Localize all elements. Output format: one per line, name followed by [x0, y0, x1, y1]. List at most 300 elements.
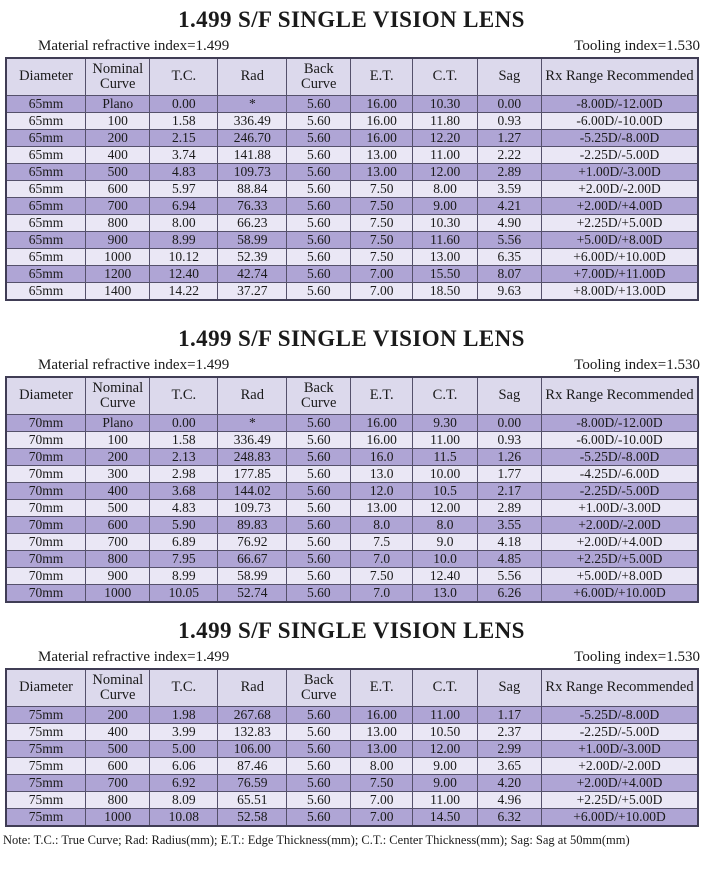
column-header: Sag — [477, 377, 541, 415]
table-body — [6, 707, 698, 827]
table-row — [6, 707, 698, 724]
table-cell: 88.84 — [218, 181, 287, 198]
table-cell: 7.00 — [351, 283, 413, 301]
table-cell: 1400 — [86, 283, 150, 301]
table-cell: 1.58 — [150, 113, 218, 130]
column-header: T.C. — [150, 669, 218, 707]
table-cell: 58.99 — [218, 568, 287, 585]
table-cell: 6.89 — [150, 534, 218, 551]
table-cell: Plano — [86, 96, 150, 113]
table-cell: 0.00 — [477, 415, 541, 432]
table-row — [6, 232, 698, 249]
table-cell: 13.00 — [351, 741, 413, 758]
table-cell: 4.83 — [150, 164, 218, 181]
table-cell: 900 — [86, 568, 150, 585]
table-cell: 177.85 — [218, 466, 287, 483]
table-cell: 70mm — [6, 483, 86, 500]
table-cell: 2.17 — [477, 483, 541, 500]
table-cell: 10.05 — [150, 585, 218, 603]
table-cell: 4.21 — [477, 198, 541, 215]
table-cell: +6.00D/+10.00D — [542, 809, 698, 827]
table-cell: 246.70 — [218, 130, 287, 147]
table-cell: 141.88 — [218, 147, 287, 164]
table-cell: 75mm — [6, 758, 86, 775]
table-cell: 100 — [86, 113, 150, 130]
table-cell: 89.83 — [218, 517, 287, 534]
column-header: Sag — [477, 669, 541, 707]
table-cell: 13.0 — [351, 466, 413, 483]
table-cell: 2.22 — [477, 147, 541, 164]
table-cell: 3.99 — [150, 724, 218, 741]
table-cell: 10.08 — [150, 809, 218, 827]
table-cell: 65mm — [6, 96, 86, 113]
table-cell: 8.0 — [351, 517, 413, 534]
table-row — [6, 249, 698, 266]
table-cell: 65mm — [6, 164, 86, 181]
table-cell: 76.59 — [218, 775, 287, 792]
table-cell: 700 — [86, 534, 150, 551]
table-cell: 8.99 — [150, 232, 218, 249]
table-cell: 66.23 — [218, 215, 287, 232]
table-cell: 1.27 — [477, 130, 541, 147]
table-cell: 4.83 — [150, 500, 218, 517]
table-row — [6, 724, 698, 741]
table-cell: 5.60 — [287, 283, 351, 301]
header-row — [6, 377, 698, 415]
table-cell: 70mm — [6, 466, 86, 483]
table-cell: 132.83 — [218, 724, 287, 741]
table-cell: 10.12 — [150, 249, 218, 266]
table-cell: 5.60 — [287, 466, 351, 483]
column-header: Diameter — [6, 58, 86, 96]
table-cell: 65mm — [6, 283, 86, 301]
table-cell: 1.77 — [477, 466, 541, 483]
table-cell: 18.50 — [413, 283, 477, 301]
table-cell: 7.0 — [351, 551, 413, 568]
table-cell: 2.99 — [477, 741, 541, 758]
table-cell: +6.00D/+10.00D — [542, 249, 698, 266]
page-title: 1.499 S/F SINGLE VISION LENS — [178, 7, 525, 32]
table-cell: 65mm — [6, 130, 86, 147]
table-cell: 8.0 — [413, 517, 477, 534]
table-cell: 5.60 — [287, 792, 351, 809]
table-cell: +2.00D/-2.00D — [542, 758, 698, 775]
table-cell: 1000 — [86, 249, 150, 266]
table-cell: 9.00 — [413, 758, 477, 775]
table-cell: 7.95 — [150, 551, 218, 568]
table-cell: 7.50 — [351, 775, 413, 792]
table-cell: 800 — [86, 551, 150, 568]
table-cell: 16.00 — [351, 432, 413, 449]
table-cell: 1.58 — [150, 432, 218, 449]
table-cell: 5.60 — [287, 113, 351, 130]
table-cell: 2.13 — [150, 449, 218, 466]
table-cell: 12.00 — [413, 164, 477, 181]
table-row — [6, 96, 698, 113]
table-cell: 336.49 — [218, 113, 287, 130]
lens-data-table — [5, 376, 699, 603]
table-cell: -5.25D/-8.00D — [542, 707, 698, 724]
table-row — [6, 551, 698, 568]
table-cell: 42.74 — [218, 266, 287, 283]
table-cell: 14.22 — [150, 283, 218, 301]
table-cell: 75mm — [6, 809, 86, 827]
table-cell: 5.60 — [287, 585, 351, 603]
footnote: Note: T.C.: True Curve; Rad: Radius(mm); E.T.: Edge Thickness(mm); C.T.: Center Thickness(mm); Sag: Sag at 50mm(mm) — [3, 833, 630, 847]
column-header: Rad — [218, 377, 287, 415]
table-cell: 106.00 — [218, 741, 287, 758]
tooling-index-label: Tooling index=1.530 — [574, 38, 700, 54]
table-row — [6, 415, 698, 432]
table-row — [6, 483, 698, 500]
table-cell: 10.00 — [413, 466, 477, 483]
table-cell: 8.00 — [150, 215, 218, 232]
table-cell: 75mm — [6, 792, 86, 809]
table-cell: 4.20 — [477, 775, 541, 792]
index-row — [38, 357, 700, 374]
lens-table-section-70mm — [0, 325, 703, 603]
lens-data-table — [5, 668, 699, 827]
table-cell: 8.00 — [413, 181, 477, 198]
table-cell: +7.00D/+11.00D — [542, 266, 698, 283]
document-page — [0, 6, 703, 848]
table-cell: +6.00D/+10.00D — [542, 585, 698, 603]
table-cell: 9.63 — [477, 283, 541, 301]
table-cell: 500 — [86, 500, 150, 517]
material-index-label: Material refractive index=1.499 — [38, 357, 230, 373]
table-cell: 600 — [86, 517, 150, 534]
table-cell: +5.00D/+8.00D — [542, 568, 698, 585]
table-cell: 8.00 — [351, 758, 413, 775]
table-cell: 15.50 — [413, 266, 477, 283]
table-cell: 5.60 — [287, 164, 351, 181]
table-cell: 500 — [86, 741, 150, 758]
table-cell: 4.85 — [477, 551, 541, 568]
table-cell: 7.00 — [351, 809, 413, 827]
column-header: T.C. — [150, 377, 218, 415]
table-cell: 87.46 — [218, 758, 287, 775]
table-cell: 10.0 — [413, 551, 477, 568]
tooling-index-label: Tooling index=1.530 — [574, 649, 700, 665]
table-row — [6, 449, 698, 466]
table-cell: 12.40 — [413, 568, 477, 585]
table-cell: 58.99 — [218, 232, 287, 249]
table-cell: 248.83 — [218, 449, 287, 466]
table-cell: 75mm — [6, 741, 86, 758]
table-cell: 5.60 — [287, 534, 351, 551]
table-body — [6, 96, 698, 301]
table-cell: 3.59 — [477, 181, 541, 198]
table-cell: 10.30 — [413, 96, 477, 113]
table-cell: 10.30 — [413, 215, 477, 232]
table-cell: 900 — [86, 232, 150, 249]
table-row — [6, 741, 698, 758]
table-cell: 70mm — [6, 432, 86, 449]
lens-data-table — [5, 57, 699, 301]
table-cell: 109.73 — [218, 164, 287, 181]
table-cell: 76.33 — [218, 198, 287, 215]
table-cell: 7.50 — [351, 198, 413, 215]
table-cell: 5.60 — [287, 809, 351, 827]
table-cell: 11.00 — [413, 432, 477, 449]
table-cell: -2.25D/-5.00D — [542, 483, 698, 500]
table-cell: 76.92 — [218, 534, 287, 551]
table-cell: 6.32 — [477, 809, 541, 827]
table-cell: 6.94 — [150, 198, 218, 215]
table-cell: * — [218, 96, 287, 113]
table-cell: -2.25D/-5.00D — [542, 147, 698, 164]
table-cell: 6.26 — [477, 585, 541, 603]
table-cell: 6.06 — [150, 758, 218, 775]
table-cell: 65mm — [6, 232, 86, 249]
table-cell: -4.25D/-6.00D — [542, 466, 698, 483]
table-row — [6, 775, 698, 792]
table-row — [6, 130, 698, 147]
table-cell: 11.60 — [413, 232, 477, 249]
table-header — [6, 669, 698, 707]
table-cell: 5.60 — [287, 415, 351, 432]
table-cell: 2.89 — [477, 500, 541, 517]
column-header: Back Curve — [287, 377, 351, 415]
table-cell: 3.74 — [150, 147, 218, 164]
table-cell: 7.50 — [351, 181, 413, 198]
table-cell: +5.00D/+8.00D — [542, 232, 698, 249]
index-row — [38, 38, 700, 55]
table-row — [6, 534, 698, 551]
table-cell: +2.25D/+5.00D — [542, 792, 698, 809]
table-cell: 2.15 — [150, 130, 218, 147]
table-cell: 700 — [86, 775, 150, 792]
table-cell: -2.25D/-5.00D — [542, 724, 698, 741]
table-cell: 1000 — [86, 585, 150, 603]
table-cell: +2.00D/+4.00D — [542, 775, 698, 792]
table-cell: 16.00 — [351, 130, 413, 147]
table-cell: 70mm — [6, 415, 86, 432]
column-header: Back Curve — [287, 58, 351, 96]
table-cell: 9.00 — [413, 775, 477, 792]
table-cell: 5.60 — [287, 249, 351, 266]
table-row — [6, 809, 698, 827]
table-cell: 200 — [86, 707, 150, 724]
table-cell: 600 — [86, 181, 150, 198]
table-cell: 65mm — [6, 198, 86, 215]
table-cell: 5.60 — [287, 500, 351, 517]
column-header: C.T. — [413, 58, 477, 96]
column-header: T.C. — [150, 58, 218, 96]
table-cell: 5.60 — [287, 741, 351, 758]
table-cell: 37.27 — [218, 283, 287, 301]
index-row — [38, 649, 700, 666]
table-cell: 70mm — [6, 534, 86, 551]
table-cell: 336.49 — [218, 432, 287, 449]
table-cell: 5.60 — [287, 266, 351, 283]
table-cell: 70mm — [6, 449, 86, 466]
column-header: Diameter — [6, 377, 86, 415]
table-cell: 5.60 — [287, 707, 351, 724]
table-row — [6, 758, 698, 775]
material-index-label: Material refractive index=1.499 — [38, 38, 230, 54]
table-cell: 16.00 — [351, 707, 413, 724]
column-header: Rx Range Recommended — [542, 377, 698, 415]
table-cell: 8.07 — [477, 266, 541, 283]
table-cell: 2.37 — [477, 724, 541, 741]
page-title: 1.499 S/F SINGLE VISION LENS — [178, 326, 525, 351]
table-cell: 75mm — [6, 724, 86, 741]
table-cell: 14.50 — [413, 809, 477, 827]
table-cell: 5.60 — [287, 551, 351, 568]
column-header: Nominal Curve — [86, 669, 150, 707]
table-cell: 12.00 — [413, 741, 477, 758]
table-row — [6, 198, 698, 215]
table-cell: 5.60 — [287, 96, 351, 113]
table-cell: 9.00 — [413, 198, 477, 215]
table-cell: 5.60 — [287, 483, 351, 500]
table-cell: 12.0 — [351, 483, 413, 500]
column-header: Nominal Curve — [86, 58, 150, 96]
table-cell: 70mm — [6, 568, 86, 585]
table-cell: +8.00D/+13.00D — [542, 283, 698, 301]
table-cell: 7.00 — [351, 266, 413, 283]
table-cell: 200 — [86, 130, 150, 147]
table-cell: 75mm — [6, 707, 86, 724]
table-cell: 10.5 — [413, 483, 477, 500]
table-cell: 800 — [86, 215, 150, 232]
table-cell: 9.30 — [413, 415, 477, 432]
table-row — [6, 466, 698, 483]
table-cell: +2.25D/+5.00D — [542, 551, 698, 568]
table-cell: 70mm — [6, 517, 86, 534]
table-cell: 7.50 — [351, 249, 413, 266]
table-cell: 12.00 — [413, 500, 477, 517]
table-cell: -6.00D/-10.00D — [542, 432, 698, 449]
table-cell: -5.25D/-8.00D — [542, 130, 698, 147]
table-row — [6, 432, 698, 449]
table-cell: 12.40 — [150, 266, 218, 283]
table-cell: 7.0 — [351, 585, 413, 603]
column-header: Back Curve — [287, 669, 351, 707]
table-cell: 100 — [86, 432, 150, 449]
table-cell: 400 — [86, 724, 150, 741]
table-cell: +2.00D/+4.00D — [542, 534, 698, 551]
table-row — [6, 164, 698, 181]
column-header: Sag — [477, 58, 541, 96]
table-cell: 4.90 — [477, 215, 541, 232]
table-cell: 5.90 — [150, 517, 218, 534]
material-index-label: Material refractive index=1.499 — [38, 649, 230, 665]
table-cell: 12.20 — [413, 130, 477, 147]
table-cell: 4.96 — [477, 792, 541, 809]
column-header: Diameter — [6, 669, 86, 707]
table-cell: 700 — [86, 198, 150, 215]
table-cell: 5.60 — [287, 449, 351, 466]
column-header: C.T. — [413, 377, 477, 415]
column-header: Rad — [218, 669, 287, 707]
table-cell: 2.98 — [150, 466, 218, 483]
table-cell: 0.00 — [150, 415, 218, 432]
table-cell: +1.00D/-3.00D — [542, 164, 698, 181]
table-cell: 800 — [86, 792, 150, 809]
table-cell: 5.60 — [287, 775, 351, 792]
table-cell: 400 — [86, 483, 150, 500]
table-cell: 70mm — [6, 500, 86, 517]
table-cell: 5.60 — [287, 568, 351, 585]
table-cell: 10.50 — [413, 724, 477, 741]
table-cell: 0.93 — [477, 113, 541, 130]
column-header: Nominal Curve — [86, 377, 150, 415]
table-row — [6, 568, 698, 585]
table-cell: 7.5 — [351, 534, 413, 551]
table-row — [6, 500, 698, 517]
table-cell: 1.98 — [150, 707, 218, 724]
table-cell: 400 — [86, 147, 150, 164]
table-cell: 13.00 — [351, 164, 413, 181]
table-cell: 11.80 — [413, 113, 477, 130]
table-cell: 65mm — [6, 113, 86, 130]
table-row — [6, 585, 698, 603]
table-cell: 16.00 — [351, 113, 413, 130]
table-cell: +2.00D/+4.00D — [542, 198, 698, 215]
table-row — [6, 283, 698, 301]
table-cell: 5.60 — [287, 232, 351, 249]
table-cell: +1.00D/-3.00D — [542, 500, 698, 517]
table-cell: 1200 — [86, 266, 150, 283]
table-cell: 7.50 — [351, 215, 413, 232]
table-cell: 11.00 — [413, 707, 477, 724]
table-header — [6, 377, 698, 415]
table-cell: 3.68 — [150, 483, 218, 500]
column-header: E.T. — [351, 58, 413, 96]
table-cell: 52.39 — [218, 249, 287, 266]
table-cell: 1.17 — [477, 707, 541, 724]
table-cell: 13.00 — [351, 500, 413, 517]
table-row — [6, 792, 698, 809]
table-cell: 70mm — [6, 551, 86, 568]
table-cell: 7.50 — [351, 568, 413, 585]
table-cell: +1.00D/-3.00D — [542, 741, 698, 758]
table-cell: 70mm — [6, 585, 86, 603]
table-cell: 7.00 — [351, 792, 413, 809]
table-cell: 5.60 — [287, 181, 351, 198]
table-cell: Plano — [86, 415, 150, 432]
table-cell: 5.60 — [287, 432, 351, 449]
header-row — [6, 58, 698, 96]
table-row — [6, 181, 698, 198]
table-cell: 500 — [86, 164, 150, 181]
table-cell: 16.00 — [351, 96, 413, 113]
table-cell: 3.65 — [477, 758, 541, 775]
table-cell: 65.51 — [218, 792, 287, 809]
table-cell: 200 — [86, 449, 150, 466]
table-cell: 9.0 — [413, 534, 477, 551]
table-cell: 6.92 — [150, 775, 218, 792]
table-cell: 267.68 — [218, 707, 287, 724]
table-cell: 5.56 — [477, 568, 541, 585]
column-header: Rx Range Recommended — [542, 58, 698, 96]
table-cell: 52.74 — [218, 585, 287, 603]
table-cell: 75mm — [6, 775, 86, 792]
table-cell: 66.67 — [218, 551, 287, 568]
table-cell: +2.00D/-2.00D — [542, 181, 698, 198]
table-cell: 2.89 — [477, 164, 541, 181]
table-cell: -8.00D/-12.00D — [542, 415, 698, 432]
table-cell: 65mm — [6, 215, 86, 232]
table-cell: 144.02 — [218, 483, 287, 500]
header-row — [6, 669, 698, 707]
table-cell: 5.60 — [287, 130, 351, 147]
table-cell: 5.60 — [287, 724, 351, 741]
table-cell: 7.50 — [351, 232, 413, 249]
table-cell: 65mm — [6, 181, 86, 198]
